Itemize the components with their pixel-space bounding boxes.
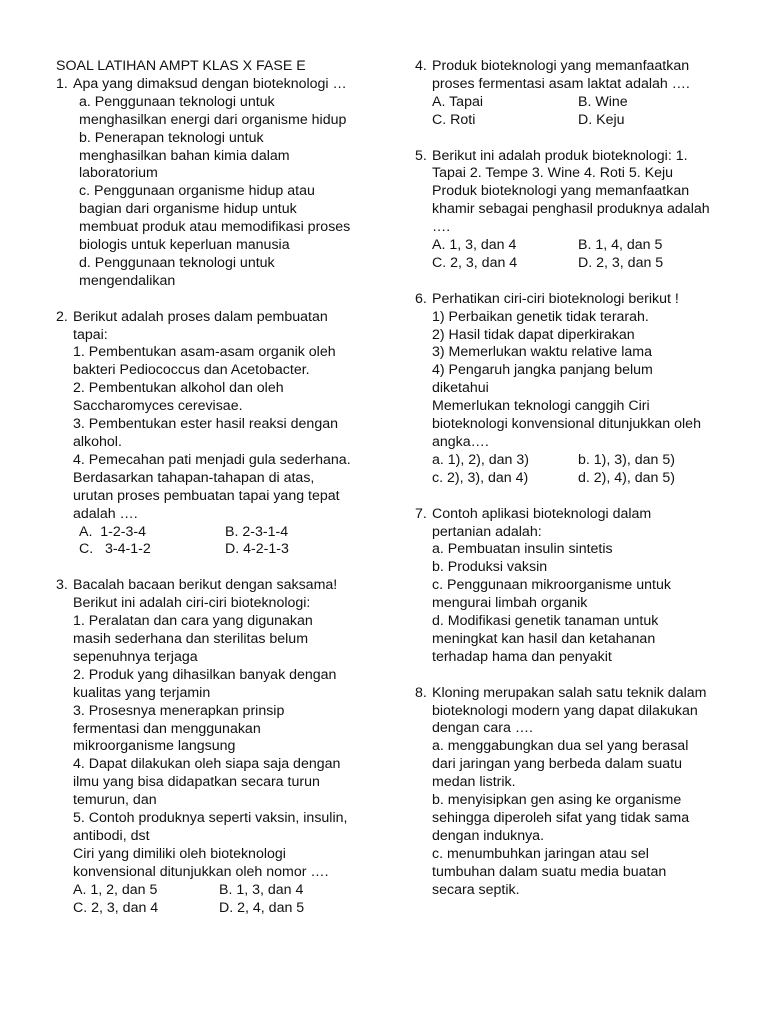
question-7 [415,506,735,667]
option-b: b. menyisipkan gen asing ke organisme [432,792,682,809]
option-a: medan listrik. [432,774,516,791]
question-stem: Contoh aplikasi bioteknologi dalam [432,505,652,522]
option-a: menghasilkan energi dari organisme hidup [79,111,347,128]
option-c: C. 2, 3, dan 4 [432,254,518,271]
question-item: urutan proses pembuatan tapai yang tepat [73,487,340,504]
question-8 [415,685,735,900]
question-number: 1. [56,75,68,92]
question-item: Ciri yang dimiliki oleh bioteknologi [73,845,286,862]
option-c: bagian dari organisme hidup untuk [79,201,297,218]
option-d: D. 2, 4, dan 5 [219,899,305,916]
option-b: B. 2-3-1-4 [225,523,289,540]
question-item: temurun, dan [73,792,157,809]
option-c: secara septik. [432,881,520,898]
question-stem: …. [432,219,451,236]
option-a: A. Tapai [432,93,484,110]
question-item: fermentasi dan menggunakan [73,720,261,737]
question-item: 4) Pengaruh jangka panjang belum [432,362,653,379]
answer-options [73,882,386,918]
question-item: alkohol. [73,434,122,451]
option-c: tumbuhan dalam suatu media buatan [432,863,667,880]
question-item: Berdasarkan tahapan-tahapan di atas, [73,469,315,486]
question-number: 3. [56,577,68,594]
answer-options [432,452,735,488]
question-item: Saccharomyces cerevisae. [73,398,243,415]
option-c: mengurai limbah organik [432,595,588,612]
option-b: B. Wine [578,93,628,110]
question-item: sepenuhnya terjaga [73,648,198,665]
option-a: A. 1-2-3-4 [79,523,147,540]
question-item: adalah …. [73,505,138,522]
answer-options [432,94,735,130]
option-b: B. 1, 4, dan 5 [578,237,663,254]
question-item: 2. Produk yang dihasilkan banyak dengan [73,666,337,683]
question-number: 2. [56,308,68,325]
option-c: C. Roti [432,111,476,128]
option-c: c. 2), 3), dan 4) [432,469,529,486]
question-item: 1) Perbaikan genetik tidak terarah. [432,308,649,325]
option-a: a. Pembuatan insulin sintetis [432,541,613,558]
option-b: sehingga diperoleh sifat yang tidak sama [432,810,690,826]
option-a: a. Penggunaan teknologi untuk [79,93,275,110]
question-3 [56,577,386,917]
question-item: kualitas yang terjamin [73,684,211,701]
question-item: 3) Memerlukan waktu relative lama [432,344,652,361]
question-number: 7. [415,505,427,522]
question-item: antibodi, dst [73,827,150,844]
option-d: D. 2, 3, dan 5 [578,254,664,271]
question-stem: Perhatikan ciri-ciri bioteknologi berikut ! [432,290,679,307]
question-4 [415,58,735,130]
question-stem: Produk bioteknologi yang memanfaatkan [432,183,690,200]
question-item: konvensional ditunjukkan oleh nomor …. [73,863,329,880]
question-item: masih sederhana dan sterilitas belum [73,630,309,647]
option-b: laboratorium [79,165,158,182]
question-number: 6. [415,290,427,307]
question-6 [415,291,735,488]
option-d: d. Penggunaan teknologi untuk [79,254,275,271]
question-stem: Tapai 2. Tempe 3. Wine 4. Roti 5. Keju [432,165,674,182]
question-number: 5. [415,147,427,164]
question-1 [56,76,386,291]
question-number: 8. [415,684,427,701]
option-b: b. Penerapan teknologi untuk [79,129,264,146]
question-item: angka…. [432,434,489,450]
question-2 [56,309,386,560]
question-stem: pertanian adalah: [432,523,542,540]
question-stem: tapai: [73,326,108,343]
option-b: b. Produksi vaksin [432,559,548,576]
page-title: SOAL LATIHAN AMPT KLAS X FASE E [56,58,306,74]
answer-options [432,237,735,273]
option-d: d. 2), 4), dan 5) [578,469,675,486]
question-stem: Berikut ini adalah produk bioteknologi: 1. [432,147,688,164]
option-b: menghasilkan bahan kimia dalam [79,147,290,164]
question-stem: proses fermentasi asam laktat adalah …. [432,75,690,92]
option-a: a. menggabungkan dua sel yang berasal [432,738,689,755]
question-item: Memerlukan teknologi canggih Ciri [432,398,650,415]
question-item: 3. Prosesnya menerapkan prinsip [73,702,285,719]
option-b: b. 1), 3), dan 5) [578,451,675,468]
question-stem: khamir sebagai penghasil produknya adalah [432,201,710,218]
question-item: 2) Hasil tidak dapat diperkirakan [432,326,635,343]
question-item: bioteknologi konvensional ditunjukkan oleh [432,416,701,433]
question-item: 5. Contoh produknya seperti vaksin, insulin, [73,810,348,827]
question-stem: Berikut adalah proses dalam pembuatan [73,308,328,325]
question-stem: bioteknologi modern yang dapat dilakukan [432,702,698,719]
question-item: diketahui [432,380,489,397]
question-item: 3. Pembentukan ester hasil reaksi dengan [73,416,338,433]
question-stem: Kloning merupakan salah satu teknik dalam [432,684,707,701]
question-item: 4. Pemecahan pati menjadi gula sederhana. [73,451,351,468]
option-d: D. 4-2-1-3 [225,541,289,558]
question-item: 1. Peralatan dan cara yang digunakan [73,613,313,630]
option-c: biologis untuk keperluan manusia [79,237,290,254]
question-item: Berikut ini adalah ciri-ciri bioteknologi: [73,595,311,612]
option-b: B. 1, 3, dan 4 [219,881,304,898]
option-b: dengan induknya. [432,827,545,844]
option-c: C. 2, 3, dan 4 [73,899,159,916]
option-d: terhadap hama dan penyakit [432,648,612,665]
question-item: bakteri Pediococcus dan Acetobacter. [73,362,310,379]
question-item: 2. Pembentukan alkohol dan oleh [73,380,284,397]
question-item: mikroorganisme langsung [73,738,236,755]
question-stem: dengan cara …. [432,720,533,737]
option-a: dari jaringan yang berbeda dalam suatu [432,756,683,773]
question-stem: Produk bioteknologi yang memanfaatkan [432,58,690,74]
option-d: mengendalikan [79,272,176,289]
right-column [415,58,735,900]
question-5 [415,148,735,273]
option-a: a. 1), 2), dan 3) [432,451,529,468]
option-d: d. Modifikasi genetik tanaman untuk [432,613,659,630]
option-a: A. 1, 3, dan 4 [432,237,517,254]
question-item: ilmu yang bisa didapatkan secara turun [73,774,320,791]
question-stem: Apa yang dimaksud dengan bioteknologi … [73,75,347,92]
option-c: membuat produk atau memodifikasi proses [79,219,351,236]
option-c: c. menumbuhkan jaringan atau sel [432,845,649,862]
option-c: c. Penggunaan mikroorganisme untuk [432,577,671,594]
question-stem: Bacalah bacaan berikut dengan saksama! [73,577,338,594]
option-d: D. Keju [578,111,625,128]
question-item: 1. Pembentukan asam-asam organik oleh [73,344,336,361]
option-c: C. 3-4-1-2 [79,541,151,558]
option-a: A. 1, 2, dan 5 [73,881,158,898]
question-number: 4. [415,58,427,74]
option-d: meningkat kan hasil dan ketahanan [432,630,656,647]
option-c: c. Penggunaan organisme hidup atau [79,183,315,200]
question-item: 4. Dapat dilakukan oleh siapa saja dengan [73,756,341,773]
left-column [56,58,386,917]
answer-options [73,524,386,560]
